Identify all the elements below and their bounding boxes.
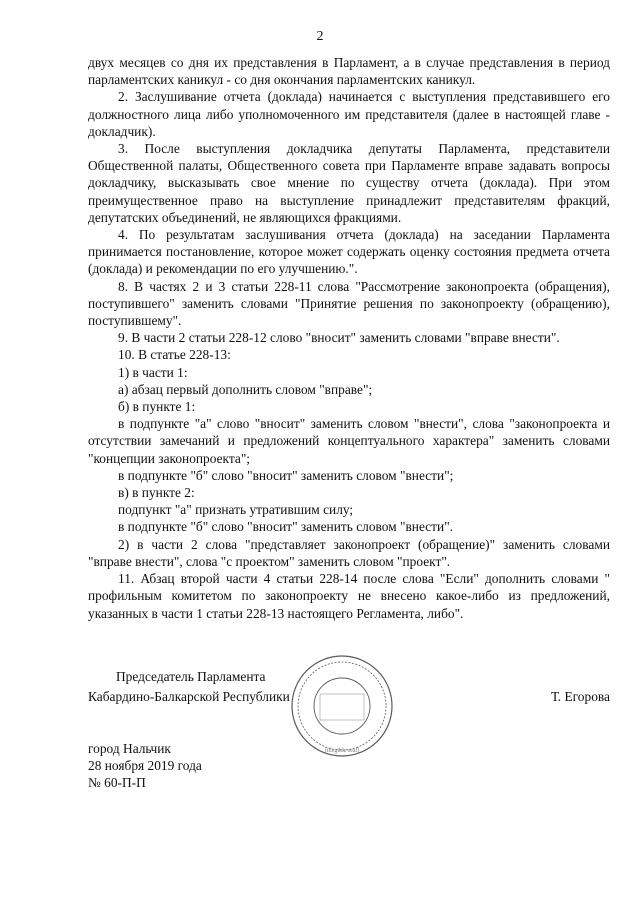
paragraph: а) абзац первый дополнить словом "вправе"; [118, 381, 373, 397]
paragraph: 10. В статье 228-13: [118, 347, 231, 363]
paragraph: 2) в части 2 слова "представляет законопроект (обращение)" заменить словами "вправе внести", слова "с проектом" заменить словом "проект". [88, 536, 610, 569]
signatory-position-line-1: Председатель Парламента [116, 669, 266, 684]
paragraph: в подпункте "б" слово "вносит" заменить словом "внести". [118, 519, 454, 535]
paragraph: подпункт "а" признать утратившим силу; [118, 502, 354, 518]
city-line: город Нальчик [88, 741, 171, 756]
document-number: № 60-П-П [88, 775, 146, 791]
paragraph: в) в пункте 2: [118, 485, 195, 501]
official-seal [290, 654, 394, 758]
document-body [88, 54, 610, 622]
paragraph: 2. Заслушивание отчета (доклада) начинается с выступления представившего его должностного лица либо уполномоченного им представителя (далее в настоящей главе - докладчик). [88, 89, 610, 139]
page-number: 2 [316, 29, 324, 44]
signatory-name: Т. Егорова [550, 689, 610, 704]
seal-illegible-label: [illegible seal] [324, 748, 360, 754]
paragraph: 9. В части 2 статьи 228-12 слово "вносит" заменить словами "вправе внести". [118, 330, 560, 346]
paragraph: в подпункте "б" слово "вносит" заменить словом "внести"; [118, 467, 454, 483]
paragraph: б) в пункте 1: [118, 399, 196, 415]
paragraph: 4. По результатам заслушивания отчета (доклада) на заседании Парламента принимается постановление, которое может содержать оценку состояния предмета отчета (доклада) и рекомендации по его улучшению.". [88, 227, 610, 277]
paragraph: 11. Абзац второй части 4 статьи 228-14 после слова "Если" дополнить словами " профильным комитетом по законопроекту не внесено какое-либо из предложений, указанных в части 1 статьи 228-13 настоящего Регламента, либо". [88, 571, 610, 621]
paragraph: 1) в части 1: [118, 364, 188, 380]
paragraph: в подпункте "а" слово "вносит" заменить словом "внести", слова "законопроекта и отсутствии замечаний и предложений концептуального характера" заменить словами "концепции законопроекта"; [88, 416, 610, 466]
paragraph: 8. В частях 2 и 3 статьи 228-11 слова "Рассмотрение законопроекта (обращения), поступившего" заменить словами "Принятие решения по законопроекту (обращению), поступившему". [88, 278, 610, 329]
paragraph: двух месяцев со дня их представления в Парламент, а в случае представления в период парламентских каникул - со дня окончания парламентских каникул. [88, 55, 610, 88]
document-footer [88, 740, 202, 792]
signatory-position-line-2: Кабардино-Балкарской Республики [88, 689, 290, 704]
paragraph: 3. После выступления докладчика депутаты Парламента, представители Общественной палаты, Общественного совета при Парламенте вправе задавать вопросы докладчику, высказывать свое мнение по существу отчета (доклада). При этом преимущественное право на выступление принадлежит представителям фракций, депутатских объединений, не являющихся фракциями. [88, 141, 610, 225]
date-line: 28 ноября 2019 года [88, 758, 202, 774]
